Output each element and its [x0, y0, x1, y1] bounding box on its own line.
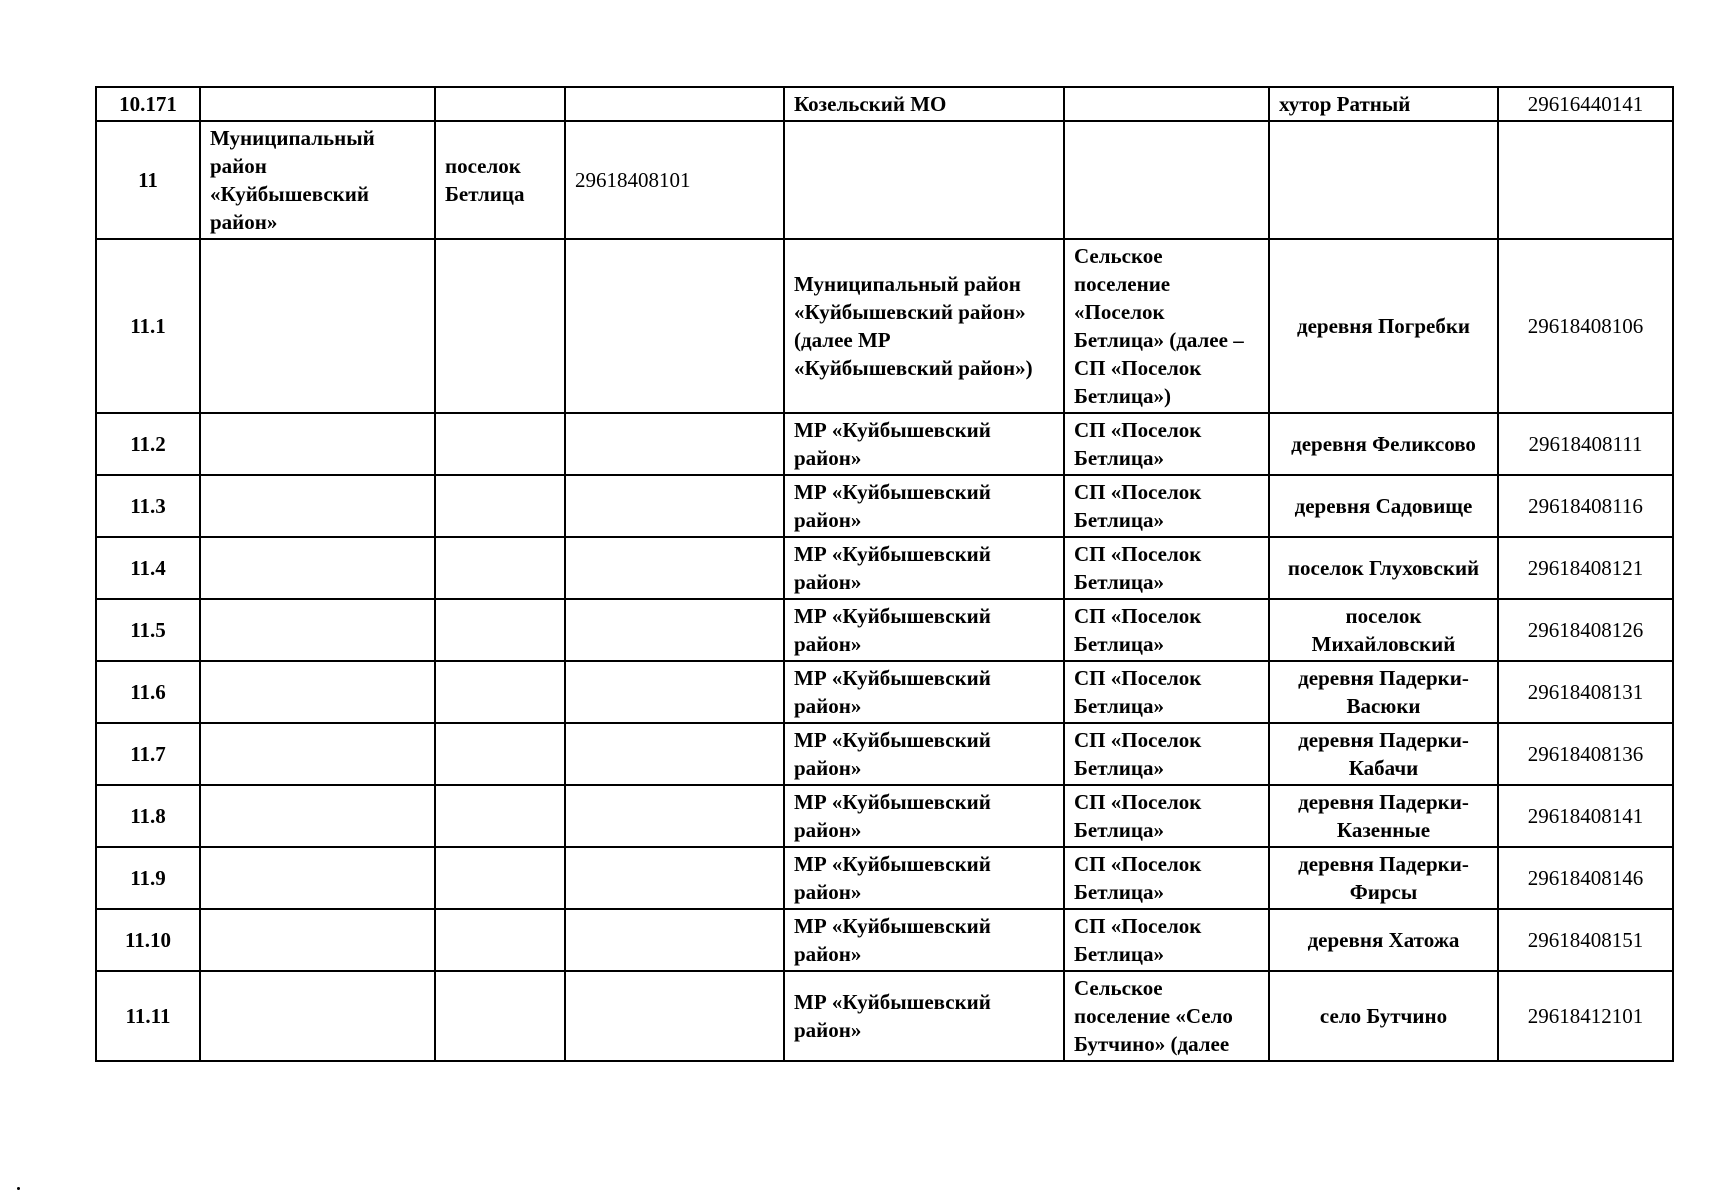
row-number: 11.7	[96, 723, 200, 785]
locality-cell: деревня Падерки-Васюки	[1269, 661, 1498, 723]
row-number: 11.3	[96, 475, 200, 537]
table-row	[96, 847, 1673, 909]
district-cell: Муниципальный район «Куйбышевский район» (далее МР «Куйбышевский район»)	[784, 239, 1064, 413]
oktmo-code-cell: 29618408136	[1498, 723, 1673, 785]
locality-cell: деревня Погребки	[1269, 239, 1498, 413]
table-row	[96, 661, 1673, 723]
row-number: 10.171	[96, 87, 200, 121]
oktmo-code-cell: 29618408126	[1498, 599, 1673, 661]
center-code-cell	[565, 475, 784, 537]
locality-cell: деревня Хатожа	[1269, 909, 1498, 971]
table-row	[96, 909, 1673, 971]
table-row	[96, 723, 1673, 785]
locality-cell: поселок Михайловский	[1269, 599, 1498, 661]
district-cell: МР «Куйбышевский район»	[784, 413, 1064, 475]
oktmo-code-cell: 29618408121	[1498, 537, 1673, 599]
table-row	[96, 239, 1673, 413]
municipality-cell	[200, 239, 435, 413]
oktmo-code-cell: 29618408106	[1498, 239, 1673, 413]
table-row	[96, 537, 1673, 599]
center-cell	[435, 537, 565, 599]
municipality-cell: Муниципальный район «Куйбышевский район»	[200, 121, 435, 239]
district-cell	[784, 121, 1064, 239]
center-cell	[435, 661, 565, 723]
municipality-cell	[200, 661, 435, 723]
center-cell	[435, 239, 565, 413]
municipality-cell	[200, 909, 435, 971]
table-row	[96, 971, 1673, 1061]
row-number: 11.4	[96, 537, 200, 599]
row-number: 11.8	[96, 785, 200, 847]
district-cell: Козельский МО	[784, 87, 1064, 121]
district-cell: МР «Куйбышевский район»	[784, 537, 1064, 599]
center-code-cell: 29618408101	[565, 121, 784, 239]
settlement-cell: Сельское поселение «Поселок Бетлица» (далее – СП «Поселок Бетлица»)	[1064, 239, 1269, 413]
oktmo-code-cell: 29618408131	[1498, 661, 1673, 723]
center-code-cell	[565, 909, 784, 971]
settlement-cell: СП «Поселок Бетлица»	[1064, 909, 1269, 971]
center-code-cell	[565, 599, 784, 661]
locality-cell: деревня Падерки-Фирсы	[1269, 847, 1498, 909]
settlement-cell: СП «Поселок Бетлица»	[1064, 785, 1269, 847]
center-code-cell	[565, 785, 784, 847]
oktmo-code-cell: 29618408141	[1498, 785, 1673, 847]
locality-cell: деревня Феликсово	[1269, 413, 1498, 475]
row-number: 11.10	[96, 909, 200, 971]
district-cell: МР «Куйбышевский район»	[784, 971, 1064, 1061]
table-row	[96, 785, 1673, 847]
oktmo-code-cell	[1498, 121, 1673, 239]
settlement-cell: СП «Поселок Бетлица»	[1064, 723, 1269, 785]
municipality-cell	[200, 723, 435, 785]
district-cell: МР «Куйбышевский район»	[784, 785, 1064, 847]
municipality-cell	[200, 413, 435, 475]
district-cell: МР «Куйбышевский район»	[784, 475, 1064, 537]
locality-cell: деревня Падерки-Кабачи	[1269, 723, 1498, 785]
center-cell	[435, 87, 565, 121]
district-cell: МР «Куйбышевский район»	[784, 599, 1064, 661]
locality-cell	[1269, 121, 1498, 239]
district-cell: МР «Куйбышевский район»	[784, 723, 1064, 785]
settlement-cell: СП «Поселок Бетлица»	[1064, 413, 1269, 475]
row-number: 11.1	[96, 239, 200, 413]
center-cell	[435, 723, 565, 785]
municipality-cell	[200, 847, 435, 909]
row-number: 11.5	[96, 599, 200, 661]
municipality-cell	[200, 87, 435, 121]
settlement-cell: СП «Поселок Бетлица»	[1064, 661, 1269, 723]
settlement-cell	[1064, 87, 1269, 121]
settlement-cell: Сельское поселение «Село Бутчино» (далее	[1064, 971, 1269, 1061]
locality-cell: село Бутчино	[1269, 971, 1498, 1061]
district-cell: МР «Куйбышевский район»	[784, 909, 1064, 971]
locality-cell: поселок Глуховский	[1269, 537, 1498, 599]
oktmo-code-cell: 29616440141	[1498, 87, 1673, 121]
oktmo-code-cell: 29618408111	[1498, 413, 1673, 475]
center-code-cell	[565, 537, 784, 599]
settlements-table	[95, 86, 1674, 1062]
oktmo-code-cell: 29618408151	[1498, 909, 1673, 971]
center-cell	[435, 785, 565, 847]
locality-cell: хутор Ратный	[1269, 87, 1498, 121]
center-code-cell	[565, 661, 784, 723]
municipality-cell	[200, 475, 435, 537]
center-code-cell	[565, 413, 784, 475]
table-row	[96, 599, 1673, 661]
locality-cell: деревня Падерки-Казенные	[1269, 785, 1498, 847]
oktmo-code-cell: 29618408146	[1498, 847, 1673, 909]
table-row	[96, 121, 1673, 239]
scan-speck	[17, 1187, 20, 1190]
center-code-cell	[565, 971, 784, 1061]
settlement-cell	[1064, 121, 1269, 239]
table-row	[96, 87, 1673, 121]
settlement-cell: СП «Поселок Бетлица»	[1064, 537, 1269, 599]
locality-cell: деревня Садовище	[1269, 475, 1498, 537]
row-number: 11	[96, 121, 200, 239]
district-cell: МР «Куйбышевский район»	[784, 661, 1064, 723]
table-row	[96, 475, 1673, 537]
oktmo-code-cell: 29618408116	[1498, 475, 1673, 537]
row-number: 11.2	[96, 413, 200, 475]
center-code-cell	[565, 87, 784, 121]
municipality-cell	[200, 537, 435, 599]
row-number: 11.11	[96, 971, 200, 1061]
table-body	[96, 87, 1673, 1061]
center-cell	[435, 413, 565, 475]
center-cell	[435, 909, 565, 971]
center-code-cell	[565, 239, 784, 413]
municipality-cell	[200, 785, 435, 847]
center-cell	[435, 475, 565, 537]
settlement-cell: СП «Поселок Бетлица»	[1064, 475, 1269, 537]
settlement-cell: СП «Поселок Бетлица»	[1064, 847, 1269, 909]
oktmo-code-cell: 29618412101	[1498, 971, 1673, 1061]
municipality-cell	[200, 971, 435, 1061]
row-number: 11.9	[96, 847, 200, 909]
center-cell	[435, 599, 565, 661]
table-row	[96, 413, 1673, 475]
center-code-cell	[565, 723, 784, 785]
center-code-cell	[565, 847, 784, 909]
center-cell: поселок Бетлица	[435, 121, 565, 239]
row-number: 11.6	[96, 661, 200, 723]
center-cell	[435, 847, 565, 909]
settlement-cell: СП «Поселок Бетлица»	[1064, 599, 1269, 661]
center-cell	[435, 971, 565, 1061]
district-cell: МР «Куйбышевский район»	[784, 847, 1064, 909]
municipality-cell	[200, 599, 435, 661]
